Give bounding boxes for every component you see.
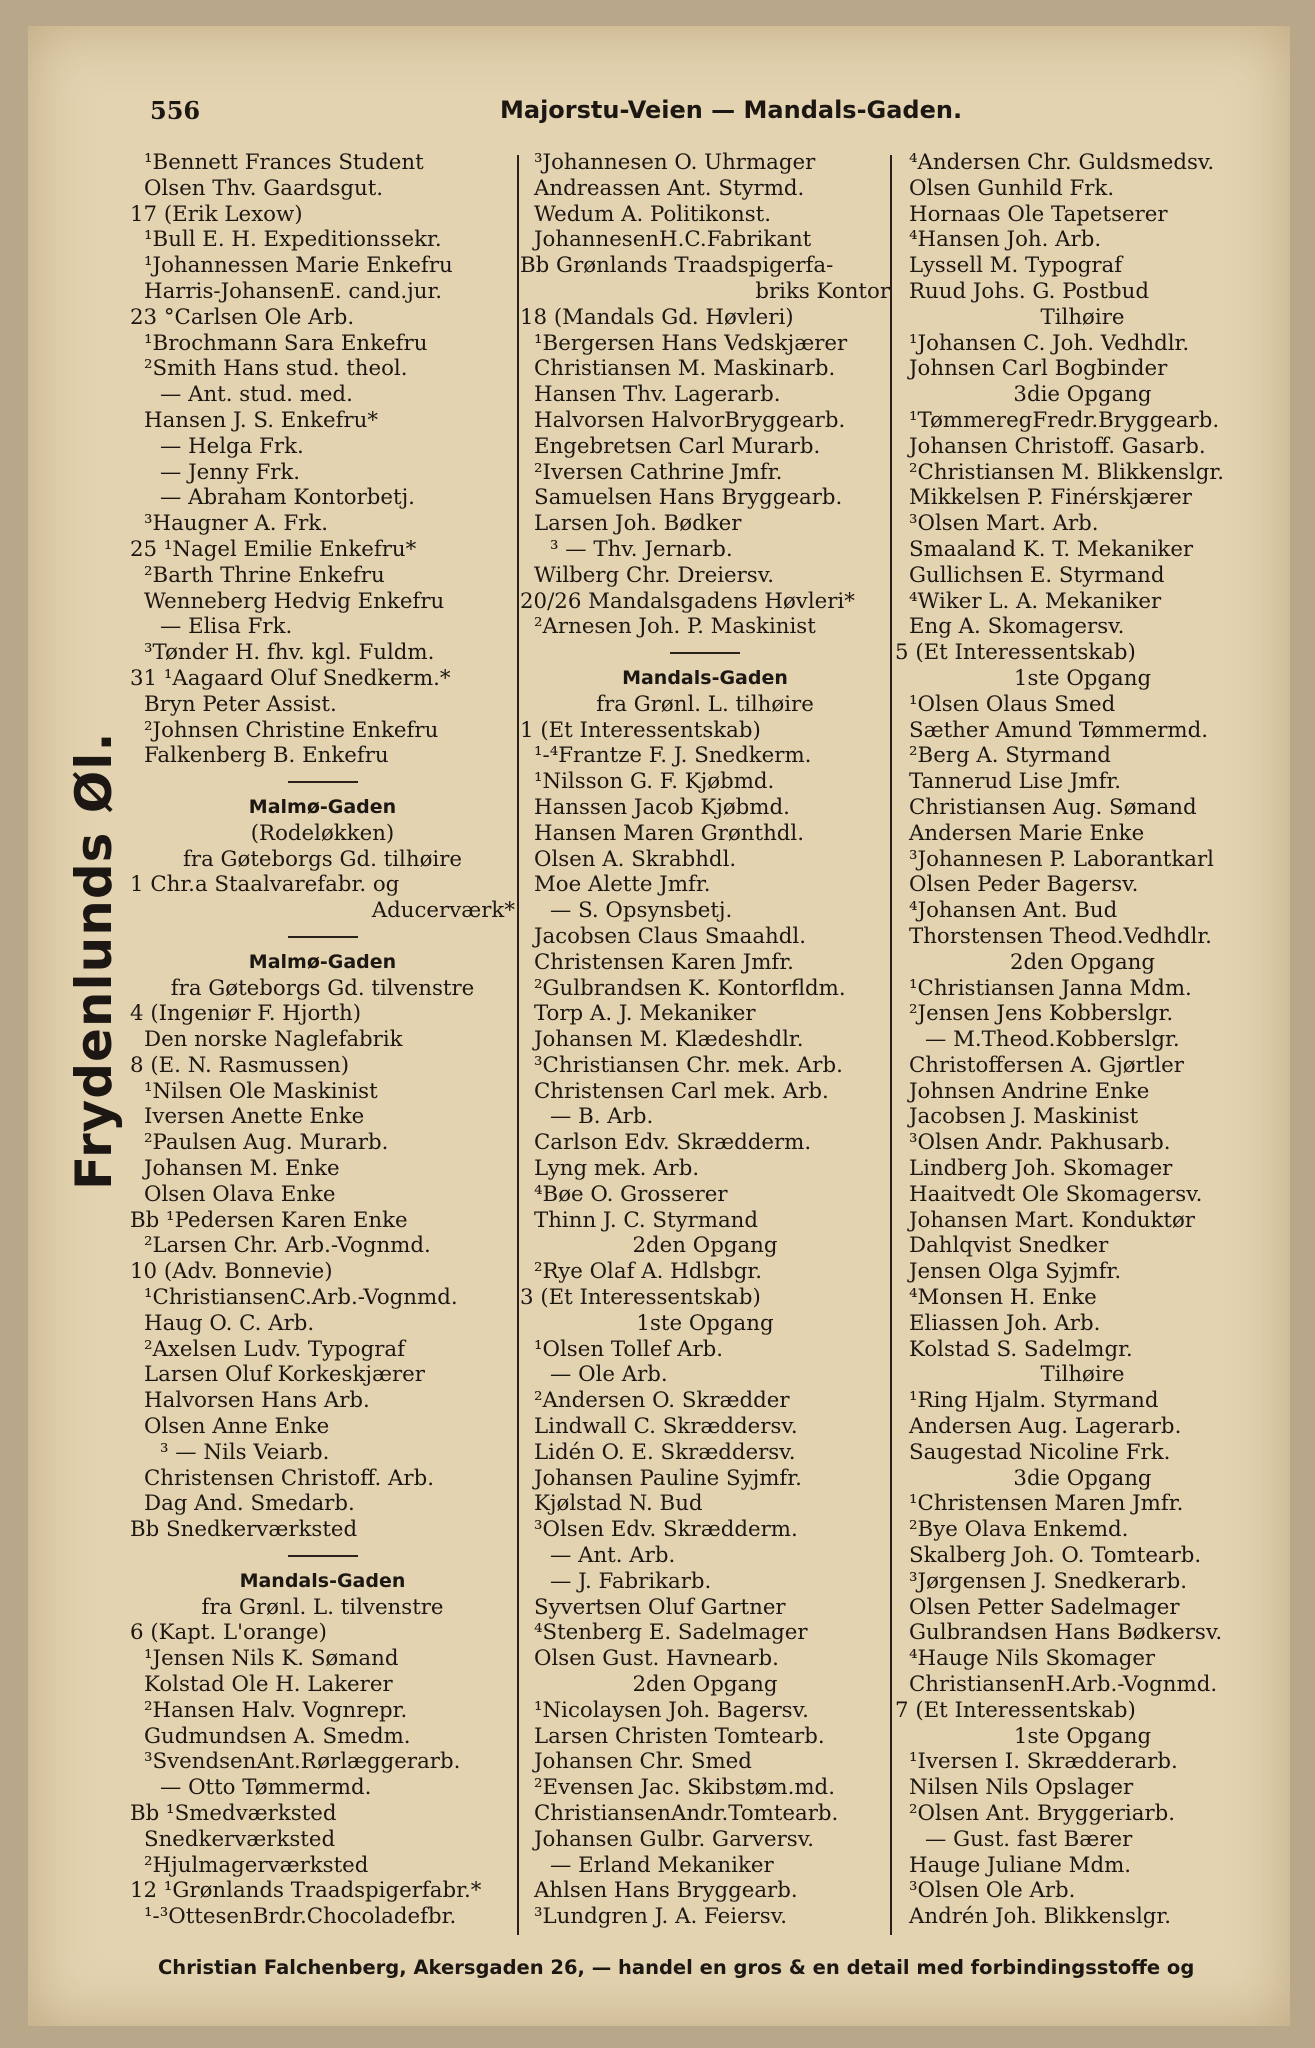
directory-entry: Ahlsen Hans Bryggearb.: [534, 1878, 798, 1904]
directory-entry: ²Arnesen Joh. P. Maskinist: [534, 614, 816, 640]
directory-entry: Thorstensen Theod.Vedhdlr.: [909, 923, 1212, 949]
subheading: fra Gøteborgs Gd. tilhøire: [183, 846, 462, 872]
directory-entry: ²Gulbrandsen K. Kontorfldm.: [534, 975, 846, 1001]
directory-entry: Johansen Chr. Smed: [534, 1749, 752, 1775]
directory-entry: Bb ¹Smedværksted: [130, 1801, 337, 1826]
directory-entry: Bb Snedkerværksted: [130, 1517, 358, 1543]
directory-entry: 8 (E. N. Rasmussen): [130, 1052, 350, 1078]
directory-entry: Bb ¹Pedersen Karen Enke: [130, 1207, 408, 1233]
rule-line: [288, 1555, 358, 1557]
rule-line: [288, 936, 358, 938]
directory-entry: Harris-JohansenE. cand.jur.: [144, 278, 443, 304]
directory-entry: Smaaland K. T. Mekaniker: [909, 536, 1194, 562]
directory-entry: Eng A. Skomagersv.: [909, 614, 1125, 640]
directory-entry: 17 (Erik Lexow): [130, 201, 303, 227]
directory-entry: Lyng mek. Arb.: [534, 1156, 700, 1182]
directory-entry: Haug O. C. Arb.: [144, 1310, 315, 1336]
directory-entry: Olsen A. Skrabhdl.: [534, 846, 737, 872]
directory-entry: Wedum A. Politikonst.: [534, 201, 771, 227]
section-rule: [130, 924, 515, 950]
directory-entry: Lindberg Joh. Skomager: [909, 1156, 1173, 1182]
subheading: 2den Opgang: [632, 1672, 778, 1698]
street-heading: Mandals-Gaden: [622, 666, 788, 689]
directory-entry: Sæther Amund Tømmermd.: [909, 717, 1208, 743]
directory-entry: ¹Ring Hjalm. Styrmand: [909, 1388, 1159, 1414]
subheading: 2den Opgang: [1009, 949, 1156, 975]
directory-entry: — Jenny Frk.: [160, 459, 301, 485]
directory-entry: ²Hjulmagerværksted: [144, 1852, 369, 1878]
directory-entry: Lidén O. E. Skræddersv.: [534, 1439, 796, 1465]
directory-entry: Lyssell M. Typograf: [909, 253, 1123, 279]
directory-entry: Jacobsen Claus Smaahdl.: [534, 923, 806, 949]
section-rule: [130, 769, 515, 795]
directory-entry: ²Larsen Chr. Arb.-Vognmd.: [144, 1233, 431, 1259]
directory-entry: Jacobsen J. Maskinist: [909, 1104, 1139, 1130]
directory-entry: ²Axelsen Ludv. Typograf: [144, 1336, 405, 1362]
directory-entry: ¹Nilsson G. F. Kjøbmd.: [534, 769, 775, 795]
directory-entry: — B. Arb.: [550, 1104, 654, 1130]
directory-entry: — Elisa Frk.: [160, 614, 293, 640]
directory-entry: Thinn J. C. Styrmand: [534, 1207, 759, 1233]
directory-entry: Gudmundsen A. Smedm.: [144, 1723, 411, 1749]
directory-entry: ²Barth Thrine Enkefru: [144, 562, 385, 588]
directory-entry: ¹Bull E. H. Expeditionssekr.: [144, 227, 442, 253]
directory-entry: ⁴Stenberg E. Sadelmager: [534, 1620, 808, 1646]
directory-entry: Larsen Christen Tomtearb.: [534, 1723, 825, 1749]
directory-entry: Christiansen Aug. Sømand: [909, 794, 1197, 820]
directory-entry: Johansen Gulbr. Garversv.: [534, 1826, 814, 1852]
directory-entry: ²Jensen Jens Kobberslgr.: [909, 1001, 1174, 1027]
directory-entry: ²Bye Olava Enkemd.: [909, 1517, 1129, 1543]
directory-entry: Johansen Pauline Syjmfr.: [534, 1465, 802, 1491]
directory-entry: 3 (Et Interessentskab): [520, 1285, 761, 1311]
directory-entry: Johnsen Carl Bogbinder: [909, 356, 1168, 382]
directory-entry: — Helga Frk.: [160, 433, 304, 459]
side-advertisement: Frydenlunds Øl.: [65, 731, 123, 1190]
directory-entry: 23 °Carlsen Ole Arb.: [130, 304, 355, 330]
directory-entry: Johansen M. Klædeshdlr.: [534, 1027, 804, 1053]
directory-entry: 20/26 Mandalsgadens Høvleri*: [520, 588, 855, 614]
directory-entry: Olsen Gust. Havnearb.: [534, 1646, 779, 1672]
directory-entry: Johansen Mart. Konduktør: [909, 1207, 1195, 1233]
directory-entry: ¹ChristiansenC.Arb.-Vognmd.: [144, 1285, 458, 1311]
directory-entry: — Otto Tømmermd.: [160, 1775, 372, 1801]
directory-entry: 7 (Et Interessentskab): [895, 1697, 1136, 1723]
directory-entry: 12 ¹Grønlands Traadspigerfabr.*: [130, 1878, 482, 1904]
directory-entry: Christiansen M. Maskinarb.: [534, 356, 836, 382]
directory-entry: Bryn Peter Assist.: [144, 691, 337, 717]
directory-entry: Carlson Edv. Skrædderm.: [534, 1130, 812, 1156]
directory-entry: ²Johnsen Christine Enkefru: [144, 717, 439, 743]
directory-entry: — Ant. Arb.: [550, 1543, 676, 1569]
directory-entry: Lindwall C. Skræddersv.: [534, 1414, 798, 1440]
directory-entry: ⁴Bøe O. Grosserer: [534, 1181, 728, 1207]
directory-entry: ChristiansenH.Arb.-Vognmd.: [909, 1672, 1218, 1698]
directory-entry: ¹Nilsen Ole Maskinist: [144, 1078, 378, 1104]
directory-entry: ⁴Johansen Ant. Bud: [909, 898, 1118, 924]
directory-entry: Iversen Anette Enke: [144, 1104, 365, 1130]
directory-entry: ¹Olsen Tollef Arb.: [534, 1336, 724, 1362]
subheading: 2den Opgang: [632, 1233, 778, 1259]
subheading: 1ste Opgang: [1013, 665, 1152, 691]
section-rule: [520, 640, 890, 666]
directory-entry: ³ — Thv. Jernarb.: [550, 536, 733, 562]
directory-entry: Hornaas Ole Tapetserer: [909, 201, 1168, 227]
directory-entry: 25 ¹Nagel Emilie Enkefru*: [130, 536, 417, 562]
directory-entry: Syvertsen Oluf Gartner: [534, 1594, 786, 1620]
directory-entry: Larsen Joh. Bødker: [534, 511, 742, 537]
directory-entry: Larsen Oluf Korkeskjærer: [144, 1362, 425, 1388]
directory-entry: ³Christiansen Chr. mek. Arb.: [534, 1052, 843, 1078]
subheading: 1ste Opgang: [1013, 1723, 1152, 1749]
directory-entry: Samuelsen Hans Bryggearb.: [534, 485, 843, 511]
subheading: Tilhøire: [1040, 304, 1125, 330]
directory-entry: Kolstad S. Sadelmgr.: [909, 1336, 1133, 1362]
subheading: 3die Opgang: [1013, 1465, 1152, 1491]
directory-entry: 1 Chr.a Staalvarefabr. og: [130, 872, 400, 898]
directory-entry: Johansen M. Enke: [144, 1156, 340, 1182]
directory-entry: ⁴Wiker L. A. Mekaniker: [909, 588, 1162, 614]
directory-entry: Hansen J. S. Enkefru*: [144, 407, 378, 433]
directory-entry: Moe Alette Jmfr.: [534, 872, 711, 898]
directory-entry: ⁴Hansen Joh. Arb.: [909, 227, 1102, 253]
directory-entry: 6 (Kapt. L'orange): [130, 1620, 327, 1646]
directory-entry: Wilberg Chr. Dreiersv.: [534, 562, 775, 588]
directory-entry: 5 (Et Interessentskab): [895, 640, 1136, 666]
subheading: fra Gøteborgs Gd. tilvenstre: [170, 975, 475, 1001]
directory-entry: Bb Grønlands Traadspigerfa-: [520, 253, 834, 279]
directory-entry: ¹Iversen I. Skrædderarb.: [909, 1749, 1178, 1775]
directory-entry: Gullichsen E. Styrmand: [909, 562, 1165, 588]
directory-entry: 31 ¹Aagaard Oluf Snedkerm.*: [130, 665, 451, 691]
directory-entry: — Ant. stud. med.: [160, 382, 353, 408]
directory-entry: ³Johannesen O. Uhrmager: [534, 150, 816, 175]
directory-entry: Mikkelsen P. Finérskjærer: [909, 485, 1192, 511]
column-divider: [517, 155, 519, 1935]
directory-entry: ²Smith Hans stud. theol.: [144, 356, 408, 382]
directory-entry: ³Olsen Edv. Skrædderm.: [534, 1517, 798, 1543]
street-heading: Malmø-Gaden: [248, 795, 397, 818]
directory-entry: ⁴Monsen H. Enke: [909, 1285, 1097, 1311]
directory-entry: Christensen Karen Jmfr.: [534, 949, 794, 975]
directory-entry: Aducerværk*: [371, 898, 515, 924]
directory-entry: Olsen Petter Sadelmager: [909, 1594, 1180, 1620]
directory-entry: 4 (Ingeniør F. Hjorth): [130, 1001, 362, 1027]
directory-entry: Olsen Anne Enke: [144, 1414, 330, 1440]
subheading: (Rodeløkken): [250, 820, 395, 846]
directory-entry: Halvorsen HalvorBryggearb.: [534, 407, 846, 433]
directory-entry: ³Olsen Mart. Arb.: [909, 511, 1099, 537]
directory-entry: ¹Johansen C. Joh. Vedhdlr.: [909, 330, 1190, 356]
directory-entry: ²Berg A. Styrmand: [909, 743, 1111, 769]
directory-entry: ¹-⁴Frantze F. J. Snedkerm.: [534, 743, 812, 769]
directory-entry: Hansen Maren Grønthdl.: [534, 820, 804, 846]
directory-entry: Wenneberg Hedvig Enkefru: [144, 588, 445, 614]
directory-entry: ¹Nicolaysen Joh. Bagersv.: [534, 1697, 809, 1723]
street-heading: Malmø-Gaden: [248, 950, 397, 973]
directory-entry: Johnsen Andrine Enke: [909, 1078, 1150, 1104]
directory-entry: Snedkerværksted: [144, 1826, 336, 1852]
directory-entry: Gulbrandsen Hans Bødkersv.: [909, 1620, 1223, 1646]
directory-entry: Andrén Joh. Blikkenslgr.: [909, 1904, 1171, 1930]
subheading: Tilhøire: [1040, 1362, 1125, 1388]
directory-entry: ¹Jensen Nils K. Sømand: [144, 1646, 399, 1672]
directory-entry: ²Christiansen M. Blikkenslgr.: [909, 459, 1225, 485]
directory-entry: Eliassen Joh. Arb.: [909, 1310, 1101, 1336]
directory-entry: Christensen Christoff. Arb.: [144, 1465, 435, 1491]
directory-entry: Kolstad Ole H. Lakerer: [144, 1672, 393, 1698]
directory-entry: Den norske Naglefabrik: [144, 1027, 403, 1053]
directory-entry: ²Paulsen Aug. Murarb.: [144, 1130, 389, 1156]
directory-entry: Hauge Juliane Mdm.: [909, 1852, 1132, 1878]
directory-entry: briks Kontor: [755, 278, 890, 304]
directory-entry: Andersen Aug. Lagerarb.: [909, 1414, 1182, 1440]
column-divider: [890, 155, 892, 1935]
directory-entry: ²Andersen O. Skrædder: [534, 1388, 790, 1414]
directory-entry: ⁴Hauge Nils Skomager: [909, 1646, 1156, 1672]
directory-entry: ³Tønder H. fhv. kgl. Fuldm.: [144, 640, 435, 666]
directory-entry: Torp A. J. Mekaniker: [534, 1001, 756, 1027]
directory-entry: ChristiansenAndr.Tomtearb.: [534, 1801, 839, 1826]
page-title: Majorstu-Veien — Mandals-Gaden.: [500, 96, 963, 124]
directory-entry: Dag And. Smedarb.: [144, 1491, 355, 1517]
directory-entry: ²Evensen Jac. Skibstøm.md.: [534, 1775, 835, 1801]
directory-entry: 10 (Adv. Bonnevie): [130, 1259, 333, 1285]
directory-entry: ¹Bennett Frances Student: [144, 150, 424, 175]
directory-entry: ³Johannesen P. Laborantkarl: [909, 846, 1214, 872]
directory-entry: ³Lundgren J. A. Feiersv.: [534, 1904, 788, 1930]
directory-entry: ³Jørgensen J. Snedkerarb.: [909, 1568, 1187, 1594]
directory-entry: ⁴Andersen Chr. Guldsmedsv.: [909, 150, 1215, 175]
directory-entry: Olsen Olava Enke: [144, 1181, 336, 1207]
directory-entry: Jensen Olga Syjmfr.: [909, 1259, 1122, 1285]
directory-entry: Dahlqvist Snedker: [909, 1233, 1109, 1259]
directory-entry: ³ — Nils Veiarb.: [160, 1439, 330, 1465]
street-heading: Mandals-Gaden: [239, 1569, 406, 1592]
directory-entry: Falkenberg B. Enkefru: [144, 743, 389, 769]
directory-entry: Christensen Carl mek. Arb.: [534, 1078, 829, 1104]
directory-entry: Christoffersen A. Gjørtler: [909, 1052, 1184, 1078]
footer-advertisement: Christian Falchenberg, Akersgaden 26, — handel en gros & en detail med forbindingsstoffe og: [158, 1956, 1195, 1979]
directory-entry: ²Hansen Halv. Vognrepr.: [144, 1697, 408, 1723]
directory-entry: Johansen Christoff. Gasarb.: [909, 433, 1206, 459]
rule-line: [288, 781, 358, 783]
subheading: fra Grønl. L. tilhøire: [596, 691, 814, 717]
directory-entry: ¹Christiansen Janna Mdm.: [909, 975, 1192, 1001]
directory-entry: ²Olsen Ant. Bryggeriarb.: [909, 1801, 1176, 1826]
directory-entry: Olsen Thv. Gaardsgut.: [144, 175, 384, 201]
column-1: [130, 150, 515, 1930]
directory-entry: — M.Theod.Kobberslgr.: [925, 1027, 1180, 1053]
directory-entry: Saugestad Nicoline Frk.: [909, 1439, 1171, 1465]
directory-entry: Hansen Thv. Lagerarb.: [534, 382, 781, 408]
directory-entry: Skalberg Joh. O. Tomtearb.: [909, 1543, 1202, 1569]
directory-entry: Ruud Johs. G. Postbud: [909, 278, 1149, 304]
subheading: fra Grønl. L. tilvenstre: [201, 1594, 444, 1620]
directory-entry: ¹Christensen Maren Jmfr.: [909, 1491, 1184, 1517]
directory-entry: Olsen Peder Bagersv.: [909, 872, 1139, 898]
directory-entry: Kjølstad N. Bud: [534, 1491, 703, 1517]
directory-entry: ²Iversen Cathrine Jmfr.: [534, 459, 783, 485]
subheading: 3die Opgang: [1013, 382, 1152, 408]
directory-entry: ¹Olsen Olaus Smed: [909, 691, 1116, 717]
directory-entry: ¹Bergersen Hans Vedskjærer: [534, 330, 848, 356]
section-rule: [130, 1543, 515, 1569]
directory-entry: 18 (Mandals Gd. Høvleri): [520, 304, 794, 330]
directory-entry: ³Haugner A. Frk.: [144, 511, 328, 537]
rule-line: [670, 652, 740, 654]
directory-entry: ³Olsen Ole Arb.: [909, 1878, 1076, 1904]
directory-entry: Hanssen Jacob Kjøbmd.: [534, 794, 790, 820]
directory-entry: Andersen Marie Enke: [909, 820, 1145, 846]
directory-entry: ¹TømmeregFredr.Bryggearb.: [909, 407, 1220, 433]
directory-entry: Haaitvedt Ole Skomagersv.: [909, 1181, 1203, 1207]
directory-entry: ²Rye Olaf A. Hdlsbgr.: [534, 1259, 762, 1285]
directory-entry: 1 (Et Interessentskab): [520, 717, 761, 743]
directory-entry: — Gust. fast Bærer: [925, 1826, 1133, 1852]
directory-entry: ¹Johannessen Marie Enkefru: [144, 253, 453, 279]
directory-entry: ³SvendsenAnt.Rørlæggerarb.: [144, 1749, 461, 1775]
page-number: 556: [150, 96, 201, 125]
column-3: [895, 150, 1270, 1930]
subheading: 1ste Opgang: [636, 1310, 774, 1336]
directory-entry: ¹-³OttesenBrdr.Chocoladefbr.: [144, 1904, 457, 1930]
directory-entry: Nilsen Nils Opslager: [909, 1775, 1134, 1801]
directory-entry: — Abraham Kontorbetj.: [160, 485, 415, 511]
directory-entry: — Ole Arb.: [550, 1362, 668, 1388]
directory-entry: — J. Fabrikarb.: [550, 1568, 712, 1594]
directory-entry: Engebretsen Carl Murarb.: [534, 433, 821, 459]
directory-entry: — Erland Mekaniker: [550, 1852, 774, 1878]
directory-entry: Andreassen Ant. Styrmd.: [534, 175, 805, 201]
directory-entry: ¹Brochmann Sara Enkefru: [144, 330, 428, 356]
column-2: [520, 150, 890, 1930]
directory-entry: Olsen Gunhild Frk.: [909, 175, 1115, 201]
directory-entry: JohannesenH.C.Fabrikant: [534, 227, 812, 253]
directory-entry: Halvorsen Hans Arb.: [144, 1388, 370, 1414]
directory-entry: — S. Opsynsbetj.: [550, 898, 733, 924]
directory-entry: Tannerud Lise Jmfr.: [909, 769, 1122, 795]
directory-entry: ³Olsen Andr. Pakhusarb.: [909, 1130, 1171, 1156]
